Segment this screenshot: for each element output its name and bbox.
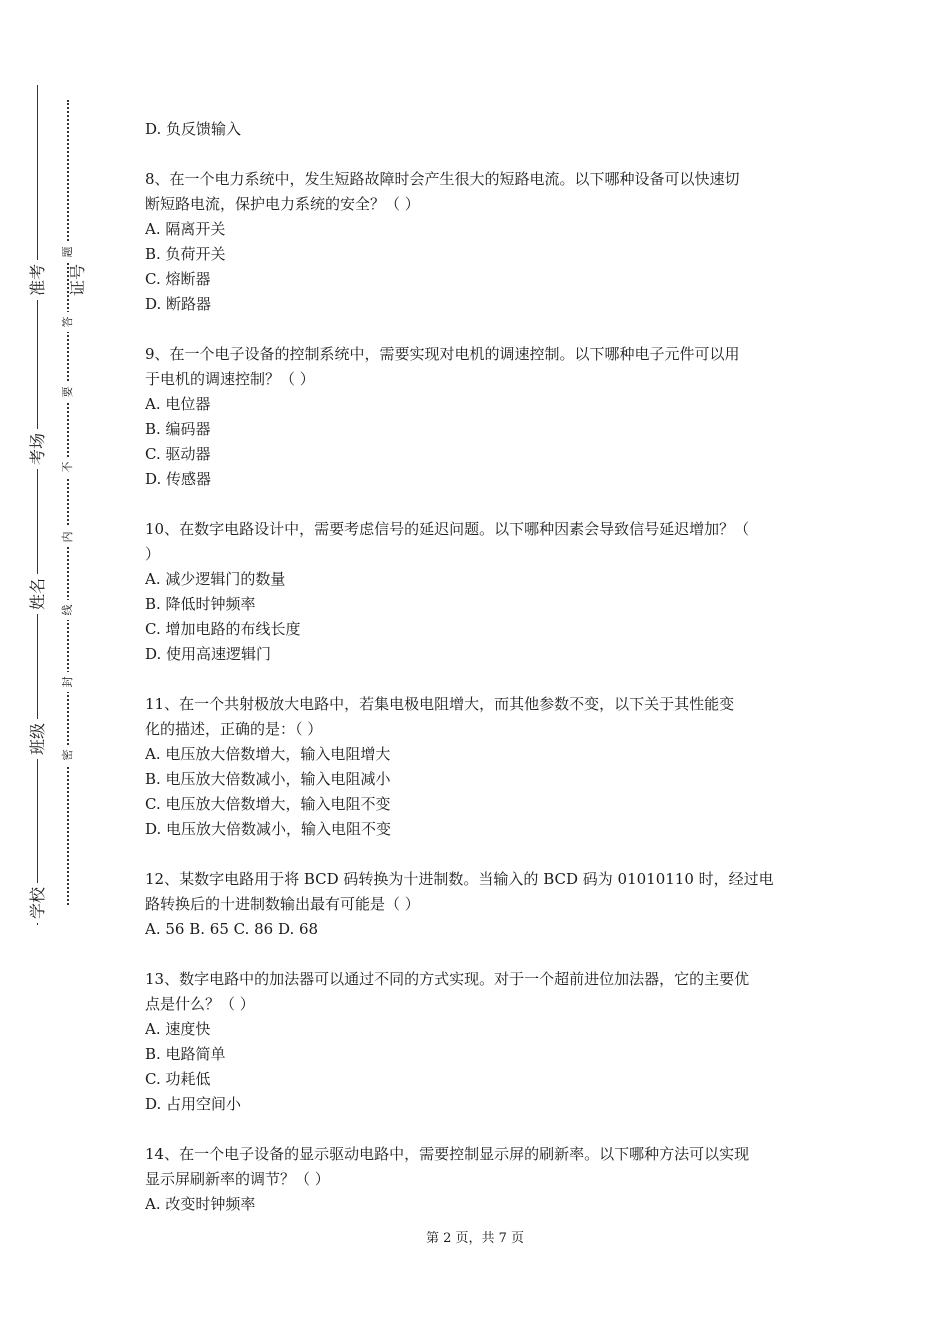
question-stem-line: ）: [145, 545, 161, 563]
seal-char: 封: [58, 672, 78, 692]
question-stem-line: 化的描述，正确的是：（ ）: [145, 720, 323, 738]
question-stem-line: 11、在一个共射极放大电路中，若集电极电阻增大，而其他参数不变，以下关于其性能变: [145, 695, 735, 713]
option-line: A. 减少逻辑门的数量: [145, 570, 286, 588]
seal-char: 不: [58, 457, 78, 477]
option-line: A. 56 B. 65 C. 86 D. 68: [145, 920, 319, 938]
seal-char: 内: [58, 527, 78, 547]
question-stem-line: 13、数字电路中的加法器可以通过不同的方式实现。对于一个超前进位加法器，它的主要优: [145, 970, 750, 988]
seal-char: 线: [58, 600, 78, 620]
option-line: D. 使用高速逻辑门: [145, 645, 272, 663]
question-12: [145, 867, 810, 942]
exam-content: [145, 117, 810, 1217]
question-stem-line: 显示屏刷新率的调节？（ ）: [145, 1170, 330, 1188]
option-line: D. 断路器: [145, 295, 212, 313]
option-line: A. 速度快: [145, 1020, 211, 1038]
option-line: A. 电位器: [145, 395, 211, 413]
question-stem-line: 9、在一个电子设备的控制系统中，需要实现对电机的调速控制。以下哪种电子元件可以用: [145, 345, 740, 363]
option-line: C. 电压放大倍数增大，输入电阻不变: [145, 795, 391, 813]
question-9: [145, 342, 810, 492]
option-line: C. 熔断器: [145, 270, 211, 288]
question-stem-line: 于电机的调速控制？（ ）: [145, 370, 315, 388]
question-stem-line: 14、在一个电子设备的显示驱动电路中，需要控制显示屏的刷新率。以下哪种方法可以实现: [145, 1145, 750, 1163]
option-line: B. 降低时钟频率: [145, 595, 256, 613]
seal-char: 答: [58, 312, 78, 332]
option-line: C. 功耗低: [145, 1070, 211, 1088]
seal-char: 密: [58, 745, 78, 765]
option-line: D. 传感器: [145, 470, 212, 488]
option-line: D. 负反馈输入: [145, 120, 242, 138]
option-line: A. 改变时钟频率: [145, 1195, 256, 1213]
field-label-school: 学校: [18, 883, 58, 923]
question-13: [145, 967, 810, 1117]
field-label-name: 姓名: [18, 574, 58, 614]
seal-char: 题: [58, 242, 78, 262]
field-label-class: 班级: [18, 719, 58, 759]
question-8: [145, 167, 810, 317]
option-line: D. 电压放大倍数减小，输入电阻不变: [145, 820, 392, 838]
question-stem-line: 12、某数字电路用于将 BCD 码转换为十进制数。当输入的 BCD 码为 01010110 时，经过电: [145, 870, 774, 888]
question-stem-line: 断短路电流，保护电力系统的安全？（ ）: [145, 195, 420, 213]
question-stem-line: 点是什么？（ ）: [145, 995, 255, 1013]
binding-dotted-line: [67, 100, 69, 905]
question-stem-line: 8、在一个电力系统中，发生短路故障时会产生很大的短路电流。以下哪种设备可以快速切: [145, 170, 740, 188]
binding-solid-line: [37, 85, 38, 925]
option-line: B. 电压放大倍数减小，输入电阻减小: [145, 770, 391, 788]
question-stem-line: 10、在数字电路设计中，需要考虑信号的延迟问题。以下哪种因素会导致信号延迟增加？（: [145, 520, 750, 538]
option-line: C. 增加电路的布线长度: [145, 620, 301, 638]
question-stem-line: 路转换后的十进制数输出最有可能是（ ）: [145, 895, 420, 913]
option-line: B. 电路简单: [145, 1045, 226, 1063]
question-11: [145, 692, 810, 842]
field-label-exam-number: 准考证号: [18, 260, 58, 300]
page-number-footer: 第 2 页，共 7 页: [425, 1231, 525, 1246]
question-10: [145, 517, 810, 667]
option-line: D. 占用空间小: [145, 1095, 242, 1113]
option-line: A. 隔离开关: [145, 220, 226, 238]
field-label-exam-room: 考场: [18, 429, 58, 469]
option-line: A. 电压放大倍数增大，输入电阻增大: [145, 745, 391, 763]
seal-char: 要: [58, 382, 78, 402]
question-14: [145, 1142, 810, 1217]
option-line: B. 负荷开关: [145, 245, 226, 263]
option-line: C. 驱动器: [145, 445, 211, 463]
binding-margin: [0, 0, 110, 1344]
option-line: B. 编码器: [145, 420, 211, 438]
